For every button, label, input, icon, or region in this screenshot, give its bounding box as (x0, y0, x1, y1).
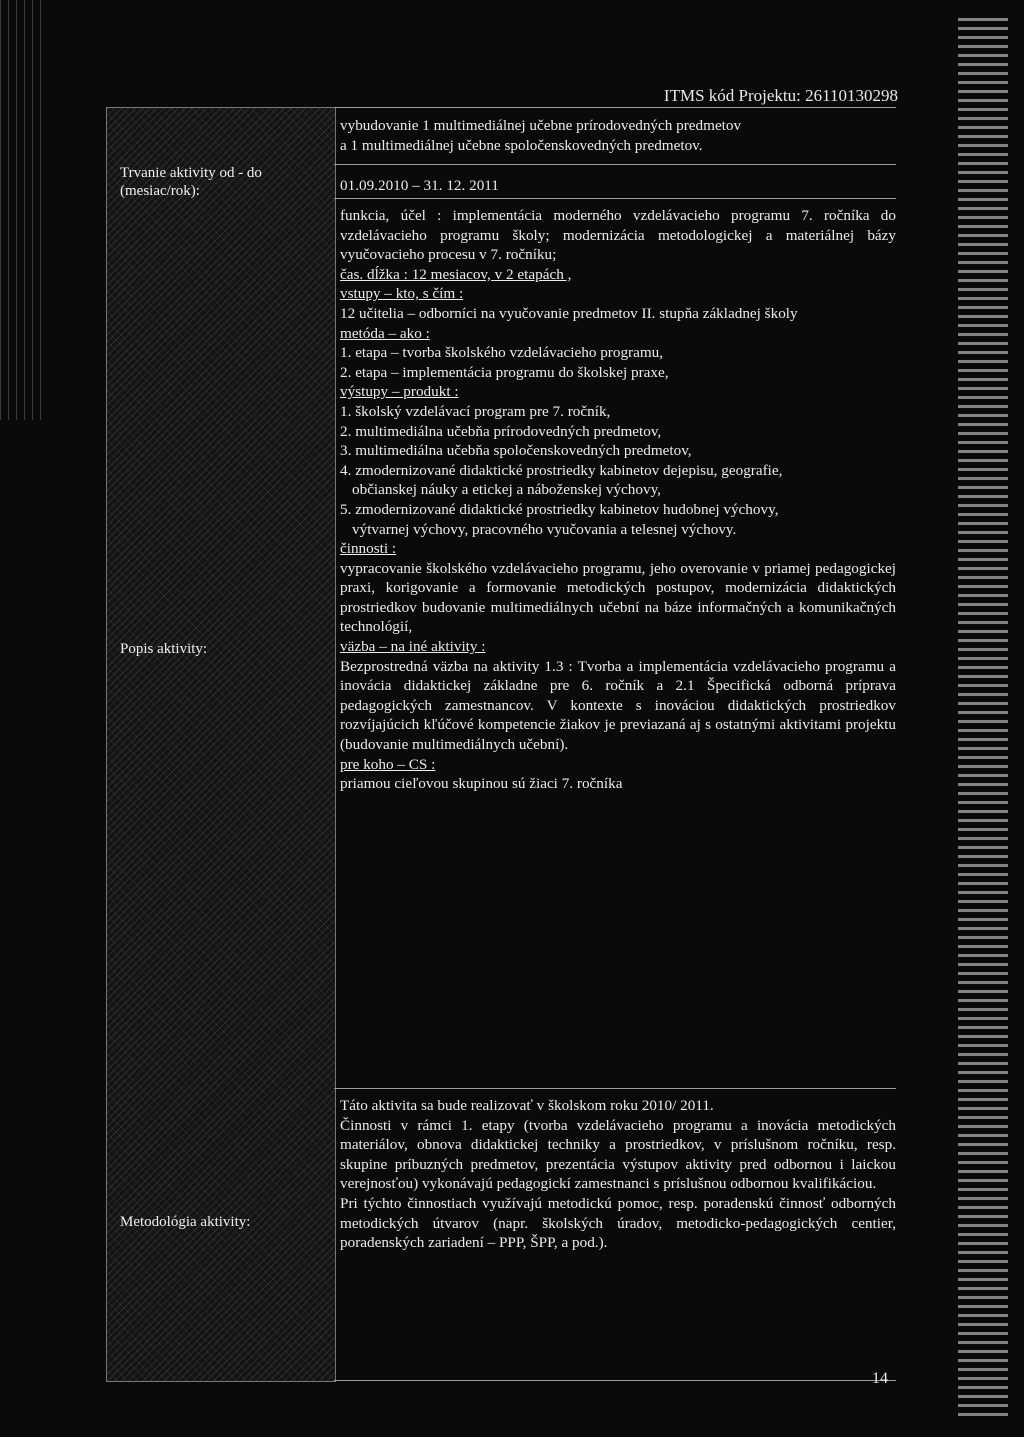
description-method-label: metóda – ako : (340, 324, 430, 342)
table-bottom-border (334, 1380, 896, 1381)
description-cell (340, 206, 896, 794)
methodology-label: Metodológia aktivity: (120, 1214, 251, 1230)
row-divider (334, 164, 896, 165)
description-output-4: 4. zmodernizované didaktické prostriedky kabinetov dejepisu, geografie, (340, 461, 783, 479)
row-divider (334, 198, 896, 199)
scan-artifact-left (0, 0, 46, 420)
duration-label: Trvanie aktivity od - do (mesiac/rok): (120, 165, 262, 199)
description-activities: vypracovanie školského vzdelávacieho programu, jeho overovanie v priamej pedagogickej praxi, korigovanie a formovanie metodických postupov, modernizácia didaktických prostriedkov budovanie multimediálnych učební na báze informačných a komunikačných technológií, (340, 559, 896, 636)
description-target-label: pre koho – CS : (340, 755, 436, 773)
description-output-5-cont: výtvarnej výchovy, pracovného vyučovania a telesnej výchovy. (352, 520, 737, 538)
project-code: ITMS kód Projektu: 26110130298 (663, 86, 898, 105)
duration-cell: 01.09.2010 – 31. 12. 2011 (340, 177, 499, 194)
methodology-paragraph-1: Činnosti v rámci 1. etapy (tvorba vzdelávacieho programu a inovácia metodických materiálov, obnova didaktickej techniky a prostriedkov, v príslušnom ročníku, resp. skupine príbuzných predmetov, prezentácia výstupov aktivity pred odbornou i laickou verejnosťou) vykonávajú pedagogickí zamestnanci s príslušnou odbornou kvalifikáciou. (340, 1116, 896, 1193)
table-top-border (334, 107, 896, 108)
page-number: 14 (872, 1370, 888, 1387)
row-divider (334, 1088, 896, 1089)
table-label-column (106, 107, 336, 1382)
description-inputs: 12 učitelia – odborníci na vyučovanie predmetov II. stupňa základnej školy (340, 304, 798, 322)
intro-line-1: vybudovanie 1 multimediálnej učebne prírodovedných predmetov (340, 117, 742, 134)
description-output-2: 2. multimediálna učebňa prírodovedných predmetov, (340, 422, 662, 440)
description-stage-1: 1. etapa – tvorba školského vzdelávacieho programu, (340, 344, 664, 362)
description-label: Popis aktivity: (120, 641, 208, 657)
description-output-3: 3. multimediálna učebňa spoločenskovedných predmetov, (340, 442, 692, 460)
description-stage-2: 2. etapa – implementácia programu do školskej praxe, (340, 363, 669, 381)
description-output-5: 5. zmodernizované didaktické prostriedky kabinetov hudobnej výchovy, (340, 500, 779, 518)
description-outputs-label: výstupy – produkt : (340, 383, 459, 401)
description-activities-label: činnosti : (340, 540, 397, 558)
intro-cell (340, 116, 896, 155)
description-inputs-label: vstupy – kto, s čím : (340, 285, 464, 303)
scan-artifact-right (958, 18, 1008, 1418)
description-links-label: väzba – na iné aktivity : (340, 638, 486, 656)
methodology-line-1: Táto aktivita sa bude realizovať v školskom roku 2010/ 2011. (340, 1097, 714, 1114)
methodology-paragraph-2: Pri týchto činnostiach využívajú metodickú pomoc, resp. poradenskú činnosť odborných metodických útvarov (napr. školských úradov, metodicko-pedagogických centier, poradenských zariadení – PPP, ŠPP, a pod.). (340, 1194, 896, 1252)
description-purpose: funkcia, účel : implementácia moderného vzdelávacieho programu 7. ročníka do vzdelávacieho programu školy; modernizácia metodologickej a materiálnej bázy vyučovacieho procesu v 7. ročníku; (340, 207, 896, 264)
description-target: priamou cieľovou skupinou sú žiaci 7. ročníka (340, 775, 623, 793)
methodology-cell (340, 1096, 896, 1253)
intro-line-2: a 1 multimediálnej učebne spoločenskovedných predmetov. (340, 136, 703, 154)
description-links: Bezprostredná väzba na aktivity 1.3 : Tvorba a implementácia vzdelávacieho programu a inovácia didaktickej základne pre 6. ročník a 2.1 Špecifická odborná príprava pedagogických zamestnancov. V kontexte s inováciou didaktických prostriedkov rozvíjajúcich kľúčové kompetencie žiakov je previazaná aj s ostatnými aktivitami projektu (budovanie multimediálnych učební). (340, 657, 896, 754)
description-output-4-cont: občianskej náuky a etickej a náboženskej výchovy, (352, 481, 661, 499)
description-duration: čas. dĺžka : 12 mesiacov, v 2 etapách , (340, 265, 572, 283)
description-output-1: 1. školský vzdelávací program pre 7. ročník, (340, 402, 611, 420)
